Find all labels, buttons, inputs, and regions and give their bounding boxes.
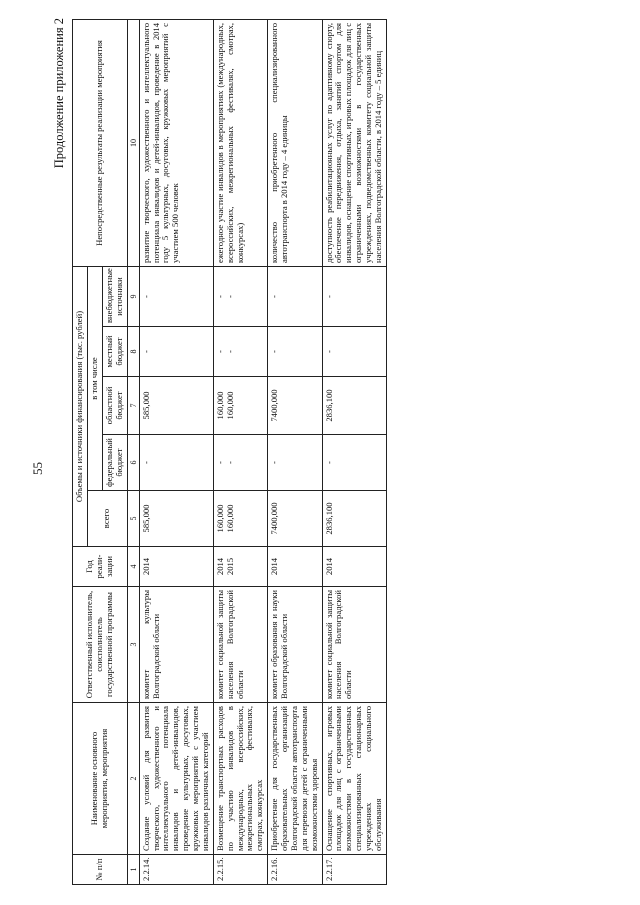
row-responsible: комитет социальной защиты населения Волгоградской области: [213, 587, 267, 703]
header-responsible: Ответственный исполнитель, соисполнитель государственной программы: [73, 587, 128, 703]
page-number: 55: [30, 462, 45, 475]
header-total: всего: [87, 491, 127, 547]
row-number: 2.2.17.: [322, 855, 386, 885]
row-name: Приобретение для государственных образовательных организаций Волгоградской области автотранспорта для перевозки детей с ограниченными возможностями здоровья: [268, 703, 322, 855]
row-responsible: комитет социальной защиты населения Волгоградской области: [322, 587, 386, 703]
row-total: 585,000: [139, 491, 213, 547]
row-regional: 585,000: [139, 377, 213, 435]
row-extrabudget: -: [322, 266, 386, 326]
row-extrabudget: -: [268, 266, 322, 326]
row-federal: -: [139, 435, 213, 491]
row-result: развитие творческого, художественного и интеллектуального потенциала инвалидов и детей-инвалидов, проведение в 2014 году 5 культурных, досуговых, кружковых мероприятий с участием 500 человек: [139, 19, 213, 266]
row-name: Возмещение транспортных расходов по участию инвалидов в международных, всероссийских, межрегиональных фестивалях, смотрах, конкурсах: [213, 703, 267, 855]
header-funding: Объемы и источники финансирования (тыс. рублей): [73, 266, 88, 546]
header-regional: областной бюджет: [102, 377, 127, 435]
row-regional: 7400,000: [268, 377, 322, 435]
table-row: [268, 19, 322, 884]
row-regional: 160,000 160,000: [213, 377, 267, 435]
index-cell: 5: [127, 491, 139, 547]
row-responsible: комитет культуры Волгоградской области: [139, 587, 213, 703]
row-name: Оснащение спортивных, игровых площадок для лиц с ограниченными возможностями в государственных специализированных стационарных учреждениях социального обслуживания: [322, 703, 386, 855]
header-result: Непосредственные результаты реализации мероприятия: [73, 19, 128, 266]
index-cell: 1: [127, 855, 139, 885]
row-year: 2014: [268, 547, 322, 587]
program-table: [72, 19, 387, 885]
row-regional: 2836,100: [322, 377, 386, 435]
header-num: № п/п: [73, 855, 128, 885]
row-year: 2014: [322, 547, 386, 587]
index-cell: 3: [127, 587, 139, 703]
header-name: Наименование основного мероприятия, мероприятия: [73, 703, 128, 855]
row-result: количество приобретенного специализированного автотранспорта в 2014 году – 4 единицы: [268, 19, 322, 266]
row-total: 7400,000: [268, 491, 322, 547]
table-row: [213, 19, 267, 884]
row-extrabudget: -: [139, 266, 213, 326]
header-local: местный бюджет: [102, 327, 127, 377]
row-number: 2.2.15.: [213, 855, 267, 885]
index-cell: 2: [127, 703, 139, 855]
row-local: -: [139, 327, 213, 377]
header-federal: федеральный бюджет: [102, 435, 127, 491]
row-year: 2014: [139, 547, 213, 587]
row-local: -: [268, 327, 322, 377]
continuation-title: Продолжение приложения 2: [52, 18, 66, 169]
row-total: 160,000 160,000: [213, 491, 267, 547]
header-year: Год реали-зации: [73, 547, 128, 587]
index-cell: 6: [127, 435, 139, 491]
row-result: доступность реабилитационных услуг по адаптивному спорту, обеспечение передвижения, отдыха, занятий спортом для инвалидов, оснащение спортивных, игровых площадок для лиц с ограниченными возможностями в государственных учреждениях, подведомственных комитету социальной защиты населения Волгоградской области, в 2014 году – 5 единиц: [322, 19, 386, 266]
index-cell: 4: [127, 547, 139, 587]
index-cell: 8: [127, 327, 139, 377]
header-including: в том числе: [87, 266, 102, 490]
row-federal: -: [268, 435, 322, 491]
row-local: - -: [213, 327, 267, 377]
table-row: [322, 19, 386, 884]
row-federal: - -: [213, 435, 267, 491]
row-name: Создание условий для развития творческого, художественного и интеллектуального потенциала инвалидов и детей-инвалидов, проведение культурных, досуговых, кружковых мероприятий с участием инвалидов различных категорий: [139, 703, 213, 855]
index-cell: 10: [127, 19, 139, 266]
index-cell: 9: [127, 266, 139, 326]
row-year: 2014 2015: [213, 547, 267, 587]
row-result: ежегодное участие инвалидов в мероприятиях (международных, всероссийских, межрегиональных фестивалях, смотрах, конкурсах): [213, 19, 267, 266]
row-federal: -: [322, 435, 386, 491]
row-total: 2836,100: [322, 491, 386, 547]
row-local: -: [322, 327, 386, 377]
table-row: [139, 19, 213, 884]
header-extrabudget: внебюджетные источники: [102, 266, 127, 326]
row-responsible: комитет образования и науки Волгоградской области: [268, 587, 322, 703]
index-cell: 7: [127, 377, 139, 435]
row-number: 2.2.16.: [268, 855, 322, 885]
row-number: 2.2.14.: [139, 855, 213, 885]
row-extrabudget: - -: [213, 266, 267, 326]
